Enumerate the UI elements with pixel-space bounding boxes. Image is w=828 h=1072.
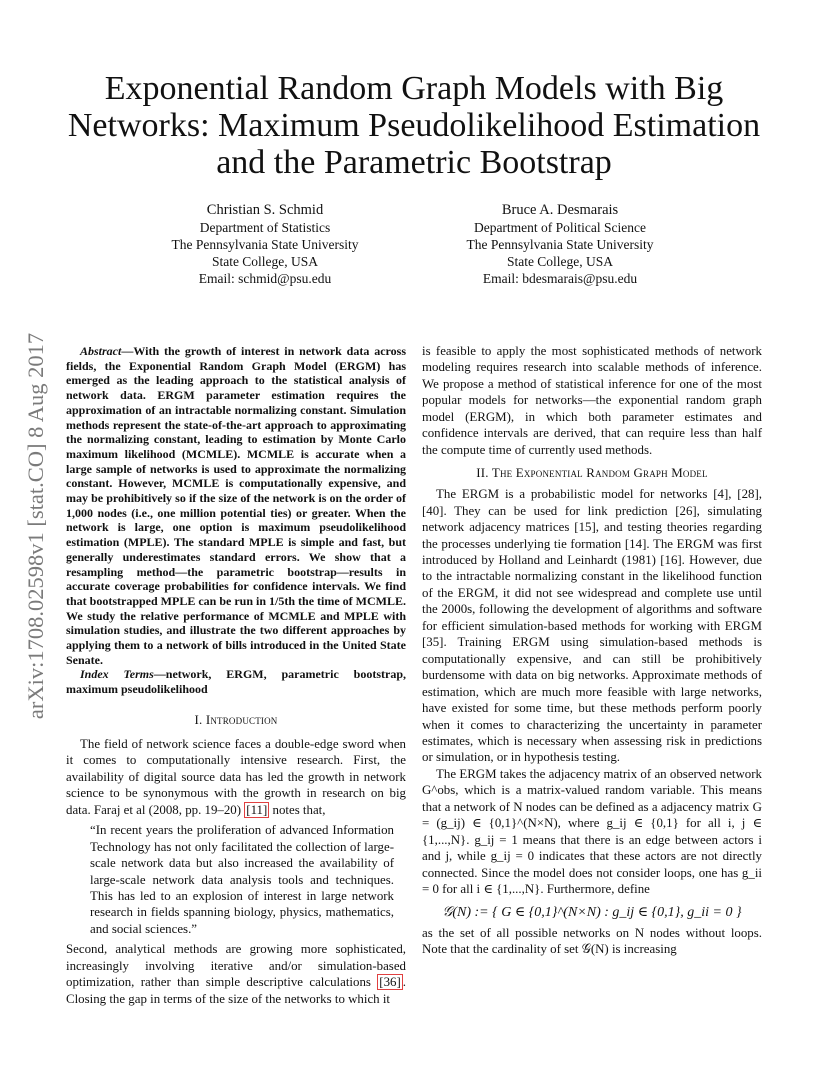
intro-paragraph-2: Second, analytical methods are growing more sophisticated, increasingly involving iterative and/or simulation-based optimization, rather than simple descriptive calculations [36] . Closing the gap in terms of the size of the networks to which it (66, 942, 406, 1006)
title-line-1: Exponential Random Graph Models with Big (104, 70, 724, 107)
section-heading-ergm: II. The Exponential Random Graph Model (476, 466, 708, 481)
abstract-label: Abstract (80, 344, 122, 358)
abstract (66, 344, 406, 667)
index-terms-text: —network, ERGM, parametric bootstrap, maximum pseudolikelihood (66, 667, 406, 697)
author-email: Email: bdesmarais@psu.edu (482, 271, 638, 286)
author-dept: Department of Political Science (473, 220, 647, 235)
author-name: Bruce A. Desmarais (501, 202, 619, 218)
author-univ: The Pennsylvania State University (171, 237, 359, 252)
author-location: State College, USA (506, 254, 614, 269)
ergm-paragraph-1: The ERGM is a probabilistic model for networks [4], [28], [40]. They can be used for link prediction [26], simulating network adjacency matrices [15], and testing theories regarding the processes underlying tie formation [14]. The ERGM was first introduced by Holland and Leinhardt (1981) [16]. However, due to the intractable normalizing constant in the likelihood function of the ERGM, it did not see widespread and complete use until the 2000s, following the development of algorithms and software for efficient simulation-based methods for working with ERGM [35]. Training ERGM using simulation-based methods is computationally expensive, and can still be prohibitively burdensome with data on big networks. Approximate methods of estimation, which are much more feasible with large networks, have existed for some time, but these methods perform poorly when it comes to characterizing the uncertainty in parameter estimates, which is necessary when assessing risk in predictions or simulation, or in hypothesis testing. (422, 487, 762, 765)
block-quote: “In recent years the proliferation of advanced Information Technology has not only facilitated the collection of large-scale network data but also increased the availability of large-scale network data analysis tools and techniques. This has led to an explosion of interest in large network research in fields spanning biology, physics, mathematics, and social sciences.” (90, 823, 394, 936)
left-column (66, 344, 406, 1007)
intro-paragraph-1: The field of network science faces a double-edge sword when it comes to computationally intensive research. First, the availability of digital source data has led the growth in network science to be synonymous with the growth in research on big data. Faraj et al (2008, pp. 19–20) [11] notes that, (66, 736, 406, 817)
citation-link[interactable]: [36] (379, 975, 401, 990)
author-block-2 (445, 202, 675, 287)
author-univ: The Pennsylvania State University (466, 237, 654, 252)
ergm-paragraph-3: as the set of all possible networks on N nodes without loops. Note that the cardinality of set 𝒢(N) is increasing (422, 925, 762, 956)
equation-network-set: 𝒢(N) := { G ∈ {0,1}^(N×N) : g_ij ∈ {0,1}, g_ii = 0 } (442, 904, 742, 920)
author-name: Christian S. Schmid (206, 202, 324, 218)
index-terms (66, 667, 406, 696)
paper-title (60, 70, 768, 181)
title-line-3: and the Parametric Bootstrap (216, 144, 612, 181)
intro-continuation: is feasible to apply the most sophisticated methods of network modeling requires research into scalable methods of inference. We propose a method of statistical inference for one of the most popular models for networks—the exponential random graph model (ERGM), in which both parameter estimates and confidence intervals are derived, that can require less than half the compute time of currently used methods. (422, 344, 762, 457)
arxiv-sidebar (8, 286, 64, 766)
author-block-1 (150, 202, 380, 287)
author-dept: Department of Statistics (199, 220, 331, 235)
author-location: State College, USA (211, 254, 319, 269)
arxiv-identifier: arXiv:1708.02598v1 [stat.CO] 8 Aug 2017 (23, 332, 48, 720)
right-column (422, 343, 762, 957)
section-heading-introduction: I. Introduction (194, 712, 278, 727)
ergm-paragraph-2: The ERGM takes the adjacency matrix of an observed network G^obs, which is a matrix-valued random variable. This means that a network of N nodes can be defined as a adjacency matrix G = (g_ij) ∈ {0,1}^(N×N), where g_ij ∈ {0,1} for all i, j ∈ {1,...,N}. g_ij = 1 means that there is an edge between actors i and j, while g_ij = 0 indicates that these actors are not directly connected. Since the model does not consider loops, one has g_ii = 0 for all i ∈ {1,...,N}. Furthermore, define (422, 766, 762, 897)
author-email: Email: schmid@psu.edu (198, 271, 332, 286)
index-terms-label: Index Terms (80, 667, 154, 682)
citation-link[interactable]: [11] (246, 802, 268, 817)
abstract-text: —With the growth of interest in network data across fields, the Exponential Random Graph Model (ERGM) has emerged as the leading approach to the statistical analysis of network data. ERGM parameter estimation requires the approximation of an intractable normalizing constant. Simulation methods represent the state-of-the-art approach to approximating the normalizing constant, leading to estimation by Monte Carlo maximum likelihood (MCMLE). MCMLE is accurate when a large sample of networks is used to approximate the normalizing constant. However, MCMLE is computationally expensive, and may be prohibitively so if the size of the network is on the order of 1,000 nodes (i.e., one million potential ties) or greater. When the network is large, one option is maximum pseudolikelihood estimation (MPLE). The standard MPLE is simple and fast, but generally underestimates standard errors. We show that a resampling method—the parametric bootstrap—results in accurate coverage probabilities for confidence intervals. We find that bootstrapped MPLE can be run in 1/5th the time of MCMLE. We study the relative performance of MCMLE and MPLE with simulation studies, and illustrate the two different approaches by applying them to a network of bills introduced in the United State Senate. (66, 344, 406, 667)
title-line-2: Networks: Maximum Pseudolikelihood Estimation (67, 107, 761, 144)
